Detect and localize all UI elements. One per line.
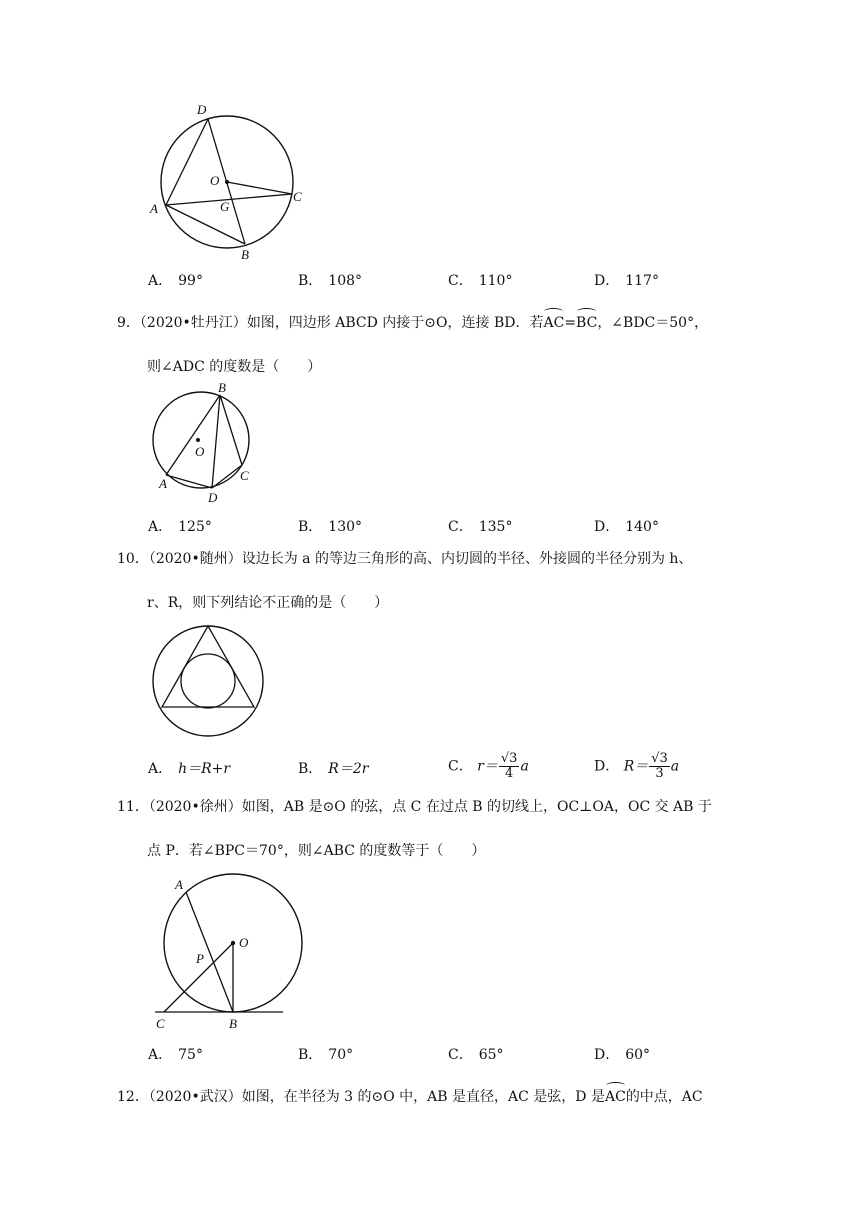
q8-option-b[interactable]: B． 108°	[298, 273, 363, 289]
q9-stem: 9．（2020•牡丹江）如图，四边形 ABCD 内接于⊙O，连接 BD．若AC=BC，∠BDC＝50°， 则∠ADC 的度数是（ ）	[117, 313, 737, 377]
q9-source: （2020•牡丹江）	[139, 315, 247, 331]
q9-figure	[140, 380, 270, 505]
q11-label-o: O	[239, 935, 249, 950]
q10-option-b[interactable]: B． R＝2r	[298, 761, 369, 777]
q9-label-d: D	[208, 490, 218, 505]
q8-figure	[140, 95, 310, 270]
q8-label-c: C	[293, 189, 302, 204]
q10-option-c[interactable]: C． r＝ $\frac{√3}{4}$ a	[448, 751, 529, 781]
q8-option-a[interactable]: A． 99°	[148, 273, 203, 289]
q8-label-a: A	[150, 201, 158, 216]
q8-label-b: B	[241, 247, 249, 262]
q10-text-line1: 设边长为 a 的等边三角形的高、内切圆的半径、外接圆的半径分别为 h、	[241, 551, 693, 567]
q11-option-d[interactable]: D． 60°	[594, 1047, 651, 1063]
q10-option-a[interactable]: A． h＝R+r	[148, 761, 231, 777]
q11-label-a: A	[175, 877, 183, 892]
q9-arc-bc: BC	[576, 315, 598, 331]
q11-text-line2: 点 P．若∠BPC＝70°，则∠ABC 的度数等于（ ）	[147, 843, 486, 859]
q11-number: 11．	[117, 799, 149, 815]
q9-option-a[interactable]: A． 125°	[148, 519, 212, 535]
q9-number: 9．	[117, 315, 140, 331]
q9-label-c: C	[240, 468, 249, 483]
q11-option-c[interactable]: C． 65°	[448, 1047, 504, 1063]
q9-text-line2: 则∠ADC 的度数是（ ）	[147, 359, 322, 375]
q12-number: 12．	[117, 1089, 149, 1105]
q10-option-d-fraction: $\frac{√3}{3}$	[651, 751, 668, 781]
q8-label-o: O	[210, 173, 220, 188]
q9-label-b: B	[218, 380, 226, 395]
q8-option-c[interactable]: C． 110°	[448, 273, 513, 289]
q10-number: 10．	[117, 551, 149, 567]
q10-option-c-fraction: $\frac{√3}{4}$	[500, 751, 518, 781]
q9-option-d[interactable]: D． 140°	[594, 519, 659, 535]
q11-stem	[117, 797, 737, 861]
q11-option-a[interactable]: A． 75°	[148, 1047, 203, 1063]
q9-option-b[interactable]: B． 130°	[298, 519, 363, 535]
q11-label-c: C	[156, 1016, 165, 1031]
q10-stem	[117, 549, 737, 613]
q11-text-line1: 如图，AB 是⊙O 的弦，点 C 在过点 B 的切线上，OC⊥OA，OC 交 AB 于	[241, 799, 712, 815]
q8-option-d[interactable]: D． 117°	[594, 273, 659, 289]
q11-label-p: P	[196, 951, 204, 966]
q8-label-d: D	[197, 102, 207, 117]
q11-label-b: B	[229, 1016, 237, 1031]
q10-option-d[interactable]: D． R＝ $\frac{√3}{3}$ a	[594, 751, 680, 781]
q12-source: （2020•武汉）	[148, 1089, 242, 1105]
q9-option-c[interactable]: C． 135°	[448, 519, 513, 535]
q12-arc-ac: AC	[604, 1089, 626, 1105]
q12-text: 如图，在半径为 3 的⊙O 中，AB 是直径，AC 是弦，D 是	[241, 1089, 605, 1105]
q11-option-b[interactable]: B． 70°	[298, 1047, 354, 1063]
q9-text-line1: 如图，四边形 ABCD 内接于⊙O，连接 BD．若	[246, 315, 544, 331]
q11-figure	[150, 873, 290, 1033]
q9-arc-ac: AC	[543, 315, 565, 331]
q8-label-g: G	[220, 199, 230, 214]
q9-label-a: A	[159, 476, 167, 491]
q10-text-line2: r、R，则下列结论不正确的是（ ）	[147, 595, 389, 611]
q9-label-o: O	[195, 444, 205, 459]
q10-figure	[150, 622, 270, 742]
q11-source: （2020•徐州）	[148, 799, 242, 815]
q12-stem: 12．（2020•武汉）如图，在半径为 3 的⊙O 中，AB 是直径，AC 是弦，D 是AC的中点，AC	[117, 1089, 703, 1105]
q10-source: （2020•随州）	[148, 551, 242, 567]
